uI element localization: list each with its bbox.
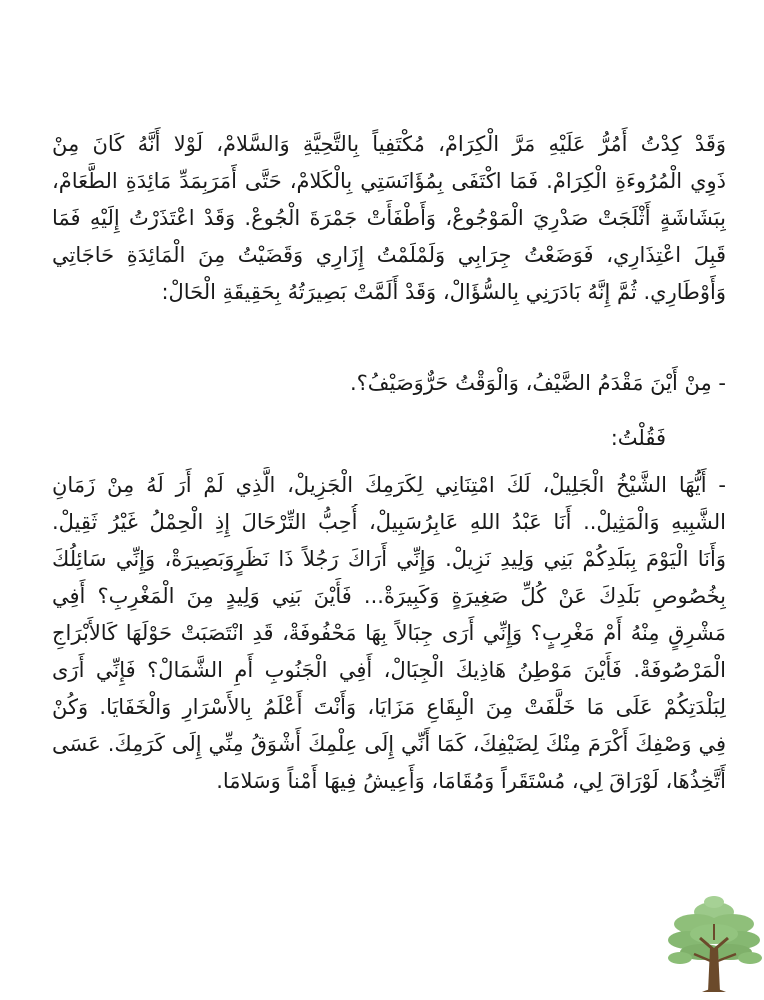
paragraph-2-line: لِبَلْدَتِكُمْ عَلَى مَا خَلَّفَتْ مِنَ الْبِقَاعِ مَزَايَا، وَأَنْتَ أَعْلَمُ بِالأَسْرَارِ وَالْخَفَايَا. وَكُنْ [52,695,726,719]
paragraph-1-line: بِبَشَاشَةٍ أَثْلَجَتْ صَدْرِيَ الْمَوْجُوعْ، وَأَطْفَأَتْ جَمْرَةَ الْجُوعْ. وَقَدْ اعْتَذَرْتُ إِلَيْهِ فَمَا [52,206,726,230]
paragraph-2-line: أَتَّخِذُهَا، لَوْرَاقَ لِي، مُسْتَقَراً وَمُقَامَا، وَأَعِيشُ فِيهَا أَمْناً وَسَلامَا. [216,769,726,793]
paragraph-2-line: فِي وَصْفِكَ أَكْرَمَ مِنْكَ لِضَيْفِكَ، كَمَا أَنِّي إِلَى عِلْمِكَ أَشْوَقُ مِنِّي إِلَى كَرَمِكَ. عَسَى [52,732,726,756]
paragraph-1-line: وَقَدْ كِدْتُ أَمُرُّ عَلَيْهِ مَرَّ الْكِرَامْ، مُكْتَفِياً بِالتَّحِيَّةِ وَالسَّلامْ، لَوْلا أَنَّهُ كَانَ مِنْ [52,132,726,156]
paragraph-2-line: الْمَرْصُوفَةْ. فَأَيْنَ مَوْطِنُ هَاذِيكَ الْجِبَالْ، أَفِي الْجَنُوبِ أَمِ الشَّمَالْ؟ فَإِنِّي أَرَى [52,658,726,682]
paragraph-2-line: الشَّبِيهِ وَالْمَثِيلْ.. أَنَا عَبْدُ اللهِ عَابِرُسَبِيلْ، أُحِبُّ التِّرْحَالَ إِذِ الْحِمْلُ غَيْرُ ثَقِيلْ. [52,510,726,534]
paragraph-1 [52,126,726,311]
paragraph-2-line: وَأَنَا الْيَوْمَ بِبَلَدِكُمْ بَنِي وَلِيدِ نَزِيلْ. وَإِنِّي أَرَاكَ رَجُلاً ذَا نَظَرٍوَبَصِيرَةْ، وَإِنِّي سَائِلُكَ [52,547,726,571]
paragraph-2 [52,467,726,800]
paragraph-2-line: - أَيُّهَا الشَّيْخُ الْجَلِيلْ، لَكَ امْتِنَانِي لِكَرَمِكَ الْجَزِيلْ، الَّذِي لَمْ أَرَ لَهُ مِنْ زَمَانِ [52,473,726,497]
paragraph-2-line: مَشْرِقٍ مِنْهُ أَمْ مَغْرِبٍ؟ وَإِنِّي أَرَى جِبَالاً بِهَا مَحْفُوفَةْ، قَدِ انْتَصَبَتْ حَوْلَهَا كَالأَبْرَاجِ [52,621,726,645]
paragraph-1-line: ذَوِي الْمُرُوءَةِ الْكِرَامْ. فَمَا اكْتَفَى بِمُؤَانَسَتِي بِالْكَلامْ، حَتَّى أَمَرَبِمَدِّ مَائِدَةِ الطَّعَامْ، [52,169,726,193]
cedar-tree-icon [666,888,762,996]
question-line: - مِنْ أَيْنَ مَقْدَمُ الضَّيْفُ، وَالْوَقْتُ حَرٌّوَصَيْفُ؟. [349,371,726,395]
paragraph-1-line: وَأَوْطَارِي. ثُمَّ إِنَّهُ بَادَرَنِي بِالسُّؤَالْ، وَقَدْ أَلَمَّتْ بَصِيرَتُهُ بِحَقِيقَةِ الْحَالْ: [161,280,726,304]
paragraph-2-line: بِخُصُوصِ بَلَدِكَ عَنْ كُلِّ صَغِيرَةٍ وَكَبِيرَةْ... فَأَيْنَ بَنِي وَلِيدٍ مِنَ الْمَغْرِبِ؟ أَفِي [52,584,726,608]
paragraph-1-line: قَبِلَ اعْتِذَارِي، فَوَضَعْتُ جِرَابِي وَلَمْلَمْتُ إِزَارِي وَقَضَيْتُ مِنَ الْمَائِدَةِ حَاجَاتِي [52,243,726,267]
said-line: فَقُلْتُ: [610,426,666,450]
